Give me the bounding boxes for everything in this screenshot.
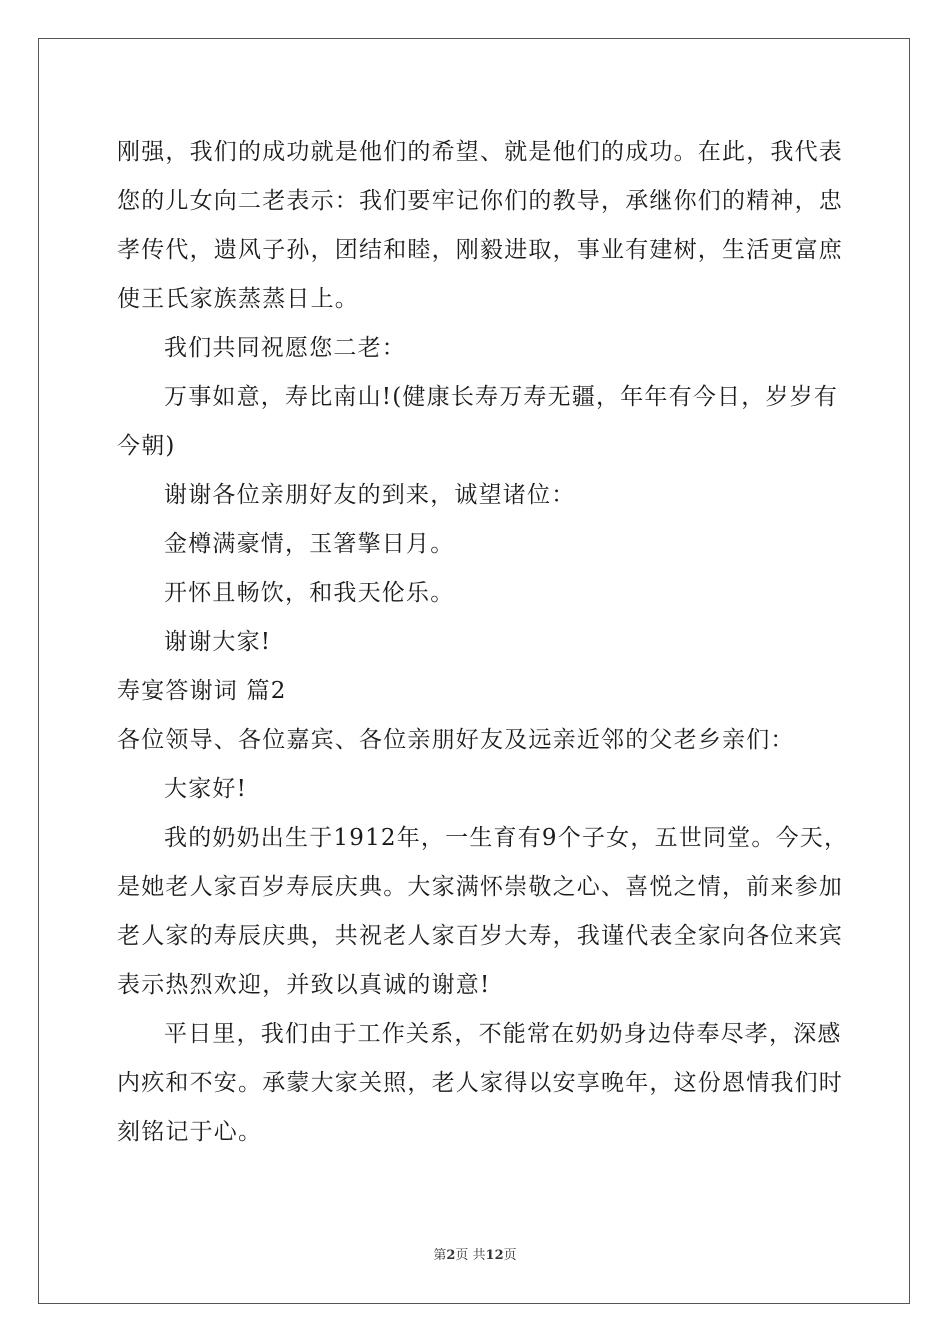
paragraph-line: 谢谢大家! [164,629,272,655]
paragraph-line: 老人家的寿辰庆典，共祝老人家百岁大寿，我谨代表全家向各位来宾 [117,923,843,949]
current-page-number: 2 [446,1248,456,1263]
page-footer [0,1246,950,1266]
document-body [117,128,849,1157]
footer-middle: 页 共 [455,1248,486,1263]
paragraph-line: 内疚和不安。承蒙大家关照，老人家得以安享晚年，这份恩情我们时 [117,1070,843,1096]
paragraph-line: 是她老人家百岁寿辰庆典。大家满怀崇敬之心、喜悦之情，前来参加 [117,874,843,900]
paragraph-line: 我的奶奶出生于1912年，一生育有9个子女，五世同堂。今天， [164,825,849,851]
paragraph-line: 平日里，我们由于工作关系，不能常在奶奶身边侍奉尽孝，深感 [164,1021,842,1047]
paragraph-line: 表示热烈欢迎，并致以真诚的谢意! [117,972,491,998]
paragraph-line: 刻铭记于心。 [117,1119,263,1145]
paragraph-line: 大家好! [164,776,248,802]
section-heading: 寿宴答谢词 篇2 [117,678,287,704]
paragraph-line: 刚强，我们的成功就是他们的希望、就是他们的成功。在此，我代表 [117,139,843,165]
footer-suffix: 页 [503,1248,517,1263]
paragraph-line: 孝传代，遗风子孙，团结和睦，刚毅进取，事业有建树，生活更富庶 [117,237,843,263]
footer-prefix: 第 [433,1248,447,1263]
paragraph-line: 今朝) [117,433,176,459]
total-page-count: 12 [485,1248,504,1263]
paragraph-line: 开怀且畅饮，和我天伦乐。 [164,580,455,606]
paragraph-line: 您的儿女向二老表示：我们要牢记你们的教导，承继你们的精神，忠 [117,188,843,214]
paragraph-line: 万事如意，寿比南山!(健康长寿万寿无疆，年年有今日，岁岁有 [164,384,839,410]
salutation-line: 各位领导、各位嘉宾、各位亲朋好友及远亲近邻的父老乡亲们： [117,727,795,753]
paragraph-line: 金樽满豪情，玉箸擎日月。 [164,531,455,557]
paragraph-line: 我们共同祝愿您二老： [164,335,406,361]
paragraph-line: 谢谢各位亲朋好友的到来，诚望诸位： [164,482,576,508]
paragraph-line: 使王氏家族蒸蒸日上。 [117,286,359,312]
